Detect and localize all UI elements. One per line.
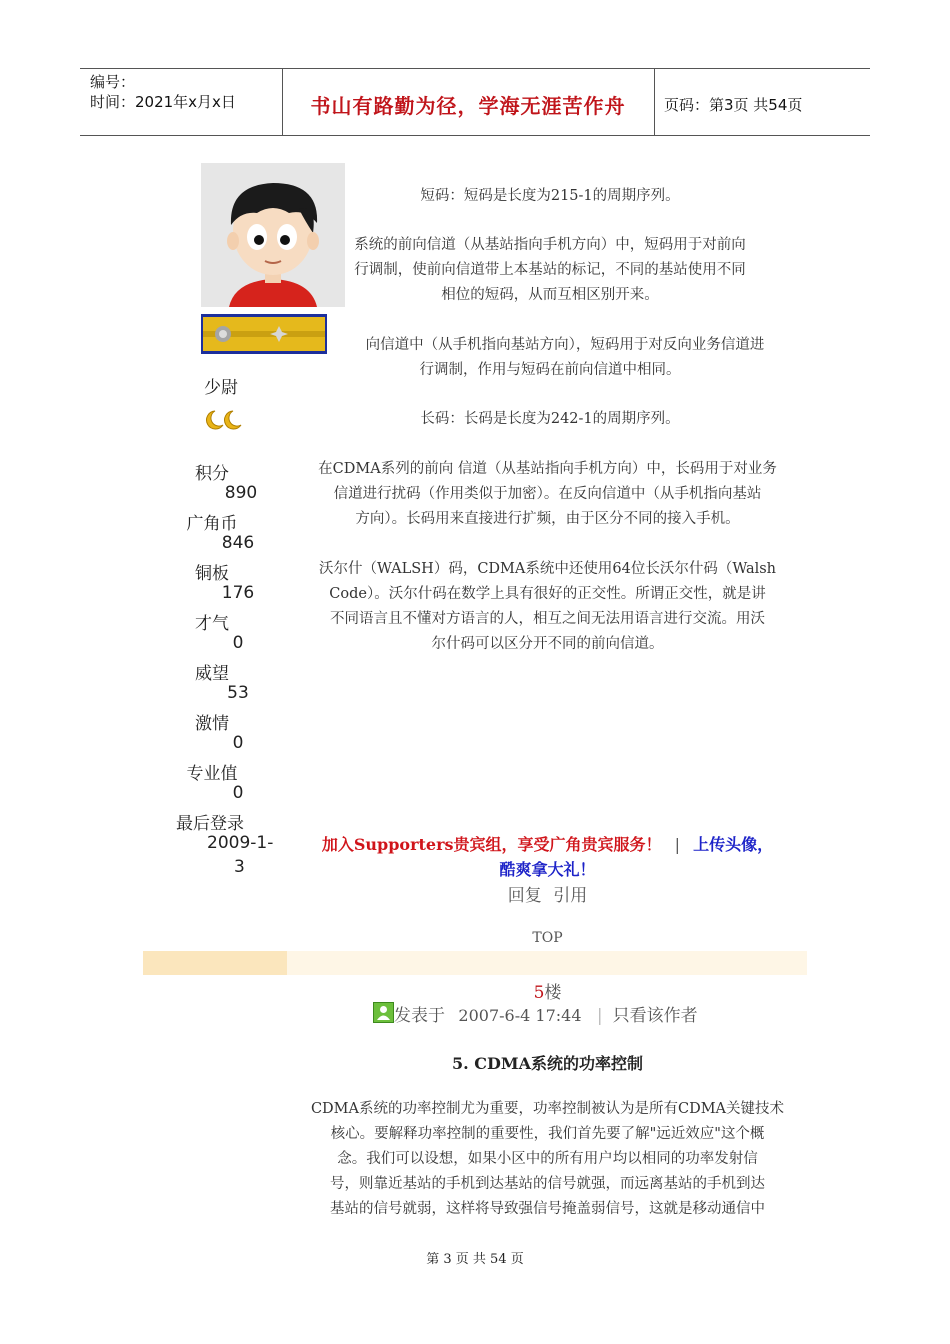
doc-number-label: 编号：	[90, 73, 136, 91]
paragraph-long-code-usage-line: 信道进行扰码（作用类似于加密）。在反向信道中（从手机指向基站	[333, 486, 762, 502]
header-page-info: 页码：第3页 共54页	[664, 96, 803, 114]
paragraph-walsh-line: 沃尔什（WALSH）码，CDMA系统中还使用64位长沃尔什码（Walsh	[318, 561, 777, 577]
paragraph-long-code-usage-line: 方向）。长码用来直接进行扩频，由于区分不同的接入手机。	[355, 511, 740, 527]
paragraph-forward-channel-line: 系统的前向信道（从基站指向手机方向）中，短码用于对前向	[354, 237, 746, 253]
stat-value-passion: 0	[232, 733, 244, 753]
paragraph-short-code: 短码：短码是长度为215-1的周期序列。	[420, 188, 680, 204]
paragraph-forward-channel-line: 行调制，使前向信道带上本基站的标记，不同的基站使用不同	[354, 262, 746, 278]
paragraph-forward-channel-line: 相位的短码，从而互相区别开来。	[441, 287, 659, 303]
upload-avatar-link[interactable]: 上传头像，	[693, 835, 774, 854]
posted-label: 发表于	[394, 1006, 445, 1026]
promo-line	[285, 832, 810, 855]
power-control-line: CDMA系统的功率控制尤为重要，功率控制被认为是所有CDMA关键技术	[310, 1101, 785, 1117]
stat-label-prestige: 威望	[195, 664, 229, 684]
doc-date-label: 时间：2021年x月x日	[90, 93, 236, 111]
paragraph-walsh-line: Code）。沃尔什码在数学上具有很好的正交性。所谓正交性，就是讲	[329, 586, 766, 602]
promo-separator: |	[674, 835, 681, 854]
paragraph-reverse-channel-line: 向信道中（从手机指向基站方向），短码用于对反向业务信道进	[365, 337, 765, 353]
power-control-line: 念。我们可以设想，如果小区中的所有用户均以相同的功率发射信	[337, 1151, 758, 1167]
stat-value-talent: 0	[232, 633, 244, 653]
post-divider-left	[143, 951, 287, 975]
posted-time: 2007-6-4 17:44	[458, 1006, 582, 1025]
stat-value-prestige: 53	[227, 683, 249, 703]
stat-label-talent: 才气	[195, 614, 229, 634]
last-login-value: 2009-1-	[207, 833, 274, 853]
stat-value-coins: 846	[221, 533, 255, 553]
header-motto: 书山有路勤为径，学海无涯苦作舟	[310, 94, 626, 118]
paragraph-reverse-channel-line: 行调制，作用与短码在前向信道中相同。	[419, 362, 681, 378]
floor-number	[285, 978, 810, 1003]
last-login-value-cont: 3	[234, 857, 245, 877]
supporters-promo-link[interactable]: 加入Supporters贵宾组，享受广角贵宾服务！	[321, 835, 662, 854]
only-author-link[interactable]: 只看该作者	[612, 1006, 698, 1026]
post-meta	[373, 1001, 698, 1026]
promo-line-2	[285, 857, 810, 880]
stat-value-points: 890	[224, 483, 258, 503]
paragraph-walsh-line: 不同语言且不懂对方语言的人，相互之间无法用语言进行交流。用沃	[330, 611, 765, 627]
floor-num: 5	[533, 983, 545, 1003]
power-control-line: 基站的信号就弱，这样将导致强信号掩盖弱信号，这就是移动通信中	[330, 1201, 765, 1217]
rank-badge-icon	[201, 314, 327, 354]
floor-label: 楼	[544, 983, 562, 1003]
paragraph-long-code-usage-line: 在CDMA系列的前向 信道（从基站指向手机方向）中，长码用于对业务	[318, 461, 777, 477]
user-online-icon	[373, 1002, 394, 1023]
page-footer: 第 3 页 共 54 页	[426, 1252, 524, 1267]
stat-value-copper: 176	[221, 583, 255, 603]
level-moons-icon	[203, 409, 243, 431]
upload-avatar-link-cont[interactable]: 酷爽拿大礼！	[499, 860, 596, 879]
stat-label-coins: 广角币	[186, 514, 238, 534]
stat-label-points: 积分	[195, 464, 229, 484]
paragraph-walsh-line: 尔什码可以区分开不同的前向信道。	[431, 636, 664, 652]
stat-label-passion: 激情	[195, 714, 229, 734]
last-login-label: 最后登录	[176, 814, 244, 834]
back-to-top-link[interactable]: TOP	[532, 930, 563, 946]
quote-link[interactable]: 引用	[553, 886, 588, 906]
section-heading: 5. CDMA系统的功率控制	[451, 1054, 643, 1073]
stat-label-copper: 铜板	[195, 564, 229, 584]
power-control-line: 核心。要解释功率控制的重要性，我们首先要了解"远近效应"这个概	[330, 1126, 765, 1142]
power-control-line: 号，则靠近基站的手机到达基站的信号就强，而远离基站的手机到达	[330, 1176, 765, 1192]
post-divider-right	[287, 951, 807, 975]
reply-link[interactable]: 回复	[507, 886, 542, 906]
stat-label-expertise: 专业值	[186, 764, 238, 784]
meta-separator: |	[596, 1006, 603, 1026]
user-rank: 少尉	[204, 378, 238, 398]
post-actions	[285, 881, 810, 906]
stat-value-expertise: 0	[232, 783, 244, 803]
paragraph-long-code: 长码：长码是长度为242-1的周期序列。	[420, 411, 680, 427]
